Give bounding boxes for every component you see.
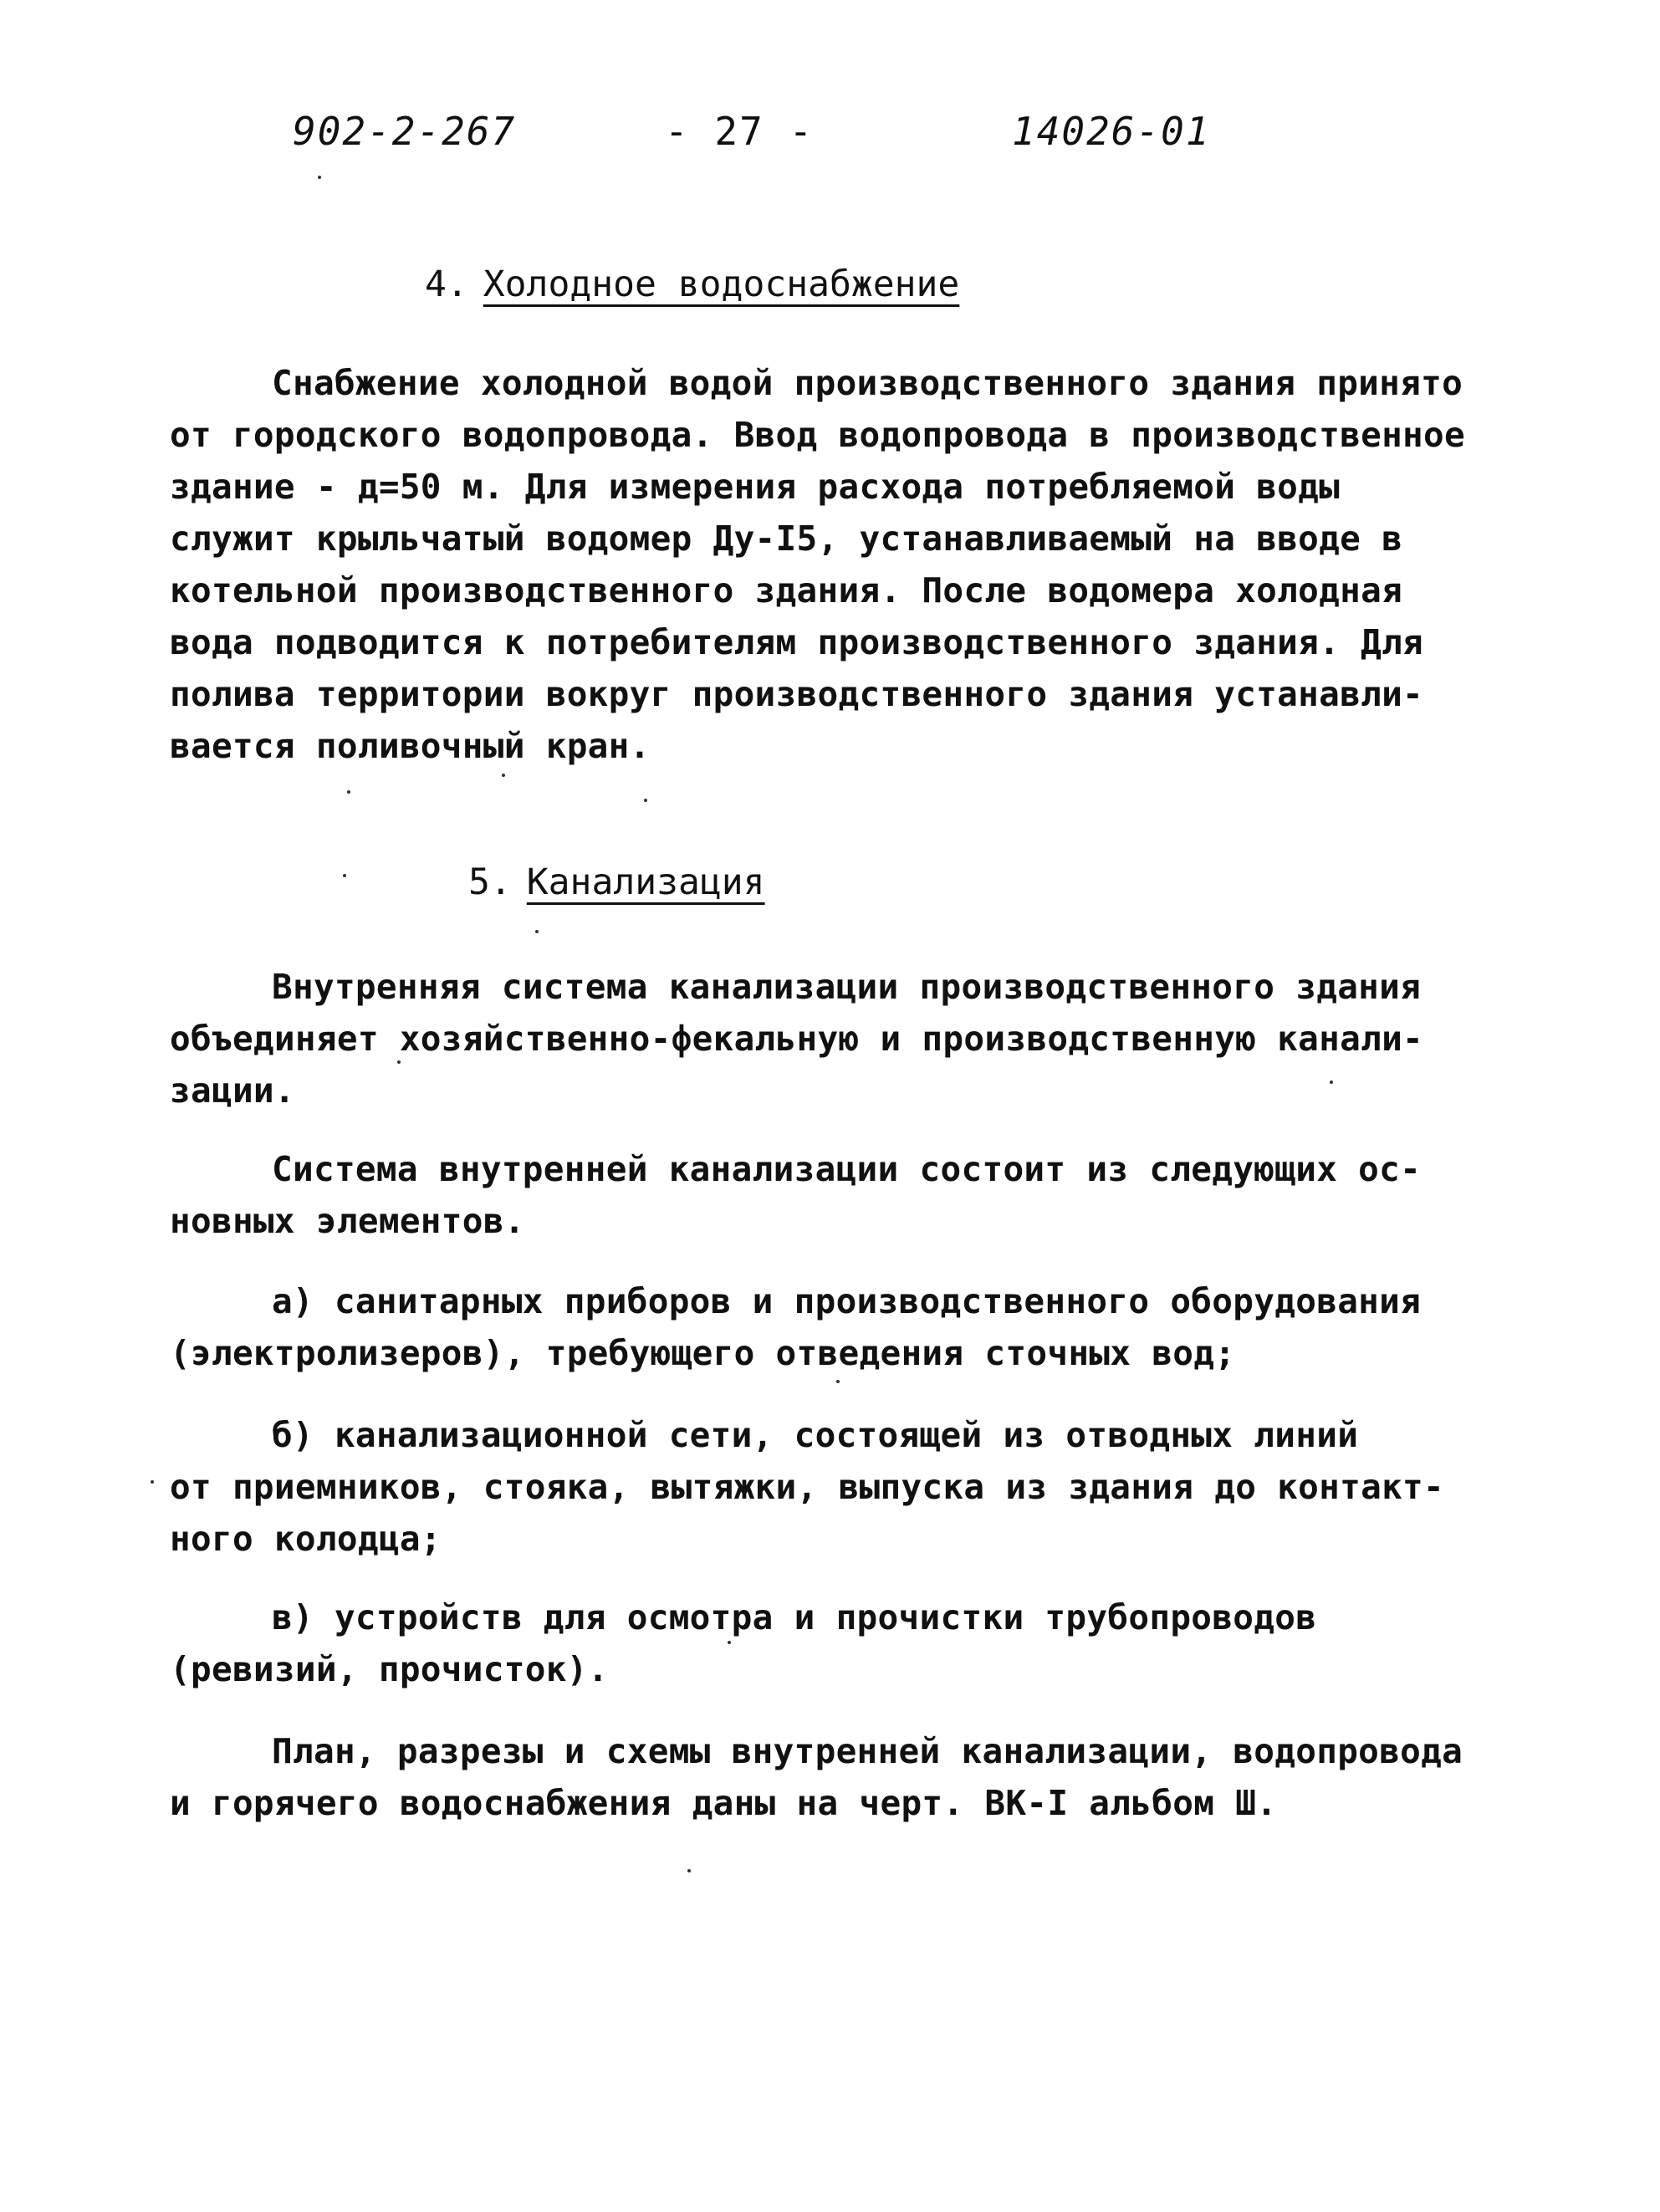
scan-speck xyxy=(836,1380,840,1383)
text-line: вода подводится к потребителям производственного здания. Для xyxy=(170,622,1424,662)
text-line: здание - д=50 м. Для измерения расхода потребляемой воды xyxy=(170,467,1341,507)
text-line: (ревизий, прочисток). xyxy=(170,1649,609,1689)
scan-speck xyxy=(343,874,346,877)
section-4-number: 4. xyxy=(425,263,468,305)
list-item-b: б) канализационной сети, состоящей из отводных линий xyxy=(272,1415,1359,1455)
text-line: котельной производственного здания. После водомера холодная xyxy=(170,570,1403,610)
section-5-heading xyxy=(468,861,765,903)
scan-speck xyxy=(502,774,505,777)
list-item-v: в) устройств для осмотра и прочистки трубопроводов xyxy=(272,1597,1317,1637)
text-line: Система внутренней канализации состоит из следующих ос- xyxy=(272,1149,1422,1189)
text-line: Снабжение холодной водой производственного здания принято xyxy=(272,363,1463,403)
text-line: зации. xyxy=(170,1070,295,1111)
scan-speck xyxy=(1330,1080,1333,1084)
text-line: и горячего водоснабжения даны на черт. ВК-I альбом Ш. xyxy=(170,1783,1278,1823)
text-line: Внутренняя система канализации производственного здания xyxy=(272,967,1422,1007)
scan-speck xyxy=(535,930,539,933)
text-line: новных элементов. xyxy=(170,1201,525,1241)
scan-speck xyxy=(687,1869,691,1872)
list-item-a: а) санитарных приборов и производственного оборудования xyxy=(272,1281,1422,1321)
section-4-heading xyxy=(425,263,959,305)
text-line: вается поливочный кран. xyxy=(170,726,651,766)
text-line: от приемников, стояка, вытяжки, выпуска из здания до контакт- xyxy=(170,1467,1445,1507)
section-4-title: Холодное водоснабжение xyxy=(483,263,960,305)
scan-speck xyxy=(397,1060,401,1064)
scan-speck xyxy=(728,1641,731,1644)
scan-speck xyxy=(151,1480,154,1484)
sheet-code: 14026-01 xyxy=(1012,109,1211,154)
text-line: План, разрезы и схемы внутренней канализации, водопровода xyxy=(272,1731,1463,1771)
document-code: 902-2-267 xyxy=(293,109,517,154)
section-5-number: 5. xyxy=(468,861,512,903)
text-line: служит крыльчатый водомер Ду-I5, устанавливаемый на вводе в xyxy=(170,519,1403,559)
text-line: (электролизеров), требующего отведения сточных вод; xyxy=(170,1333,1236,1373)
scan-speck xyxy=(347,790,350,794)
section-5-title: Канализация xyxy=(526,861,765,903)
text-line: от городского водопровода. Ввод водопровода в производственное xyxy=(170,415,1466,455)
scan-speck xyxy=(644,799,647,802)
scan-speck xyxy=(318,176,321,179)
text-line: ного колодца; xyxy=(170,1519,442,1559)
page-number: - 27 - xyxy=(665,109,815,154)
text-line: полива территории вокруг производственного здания устанавли- xyxy=(170,674,1424,714)
text-line: объединяет хозяйственно-фекальную и производственную канали- xyxy=(170,1019,1424,1059)
